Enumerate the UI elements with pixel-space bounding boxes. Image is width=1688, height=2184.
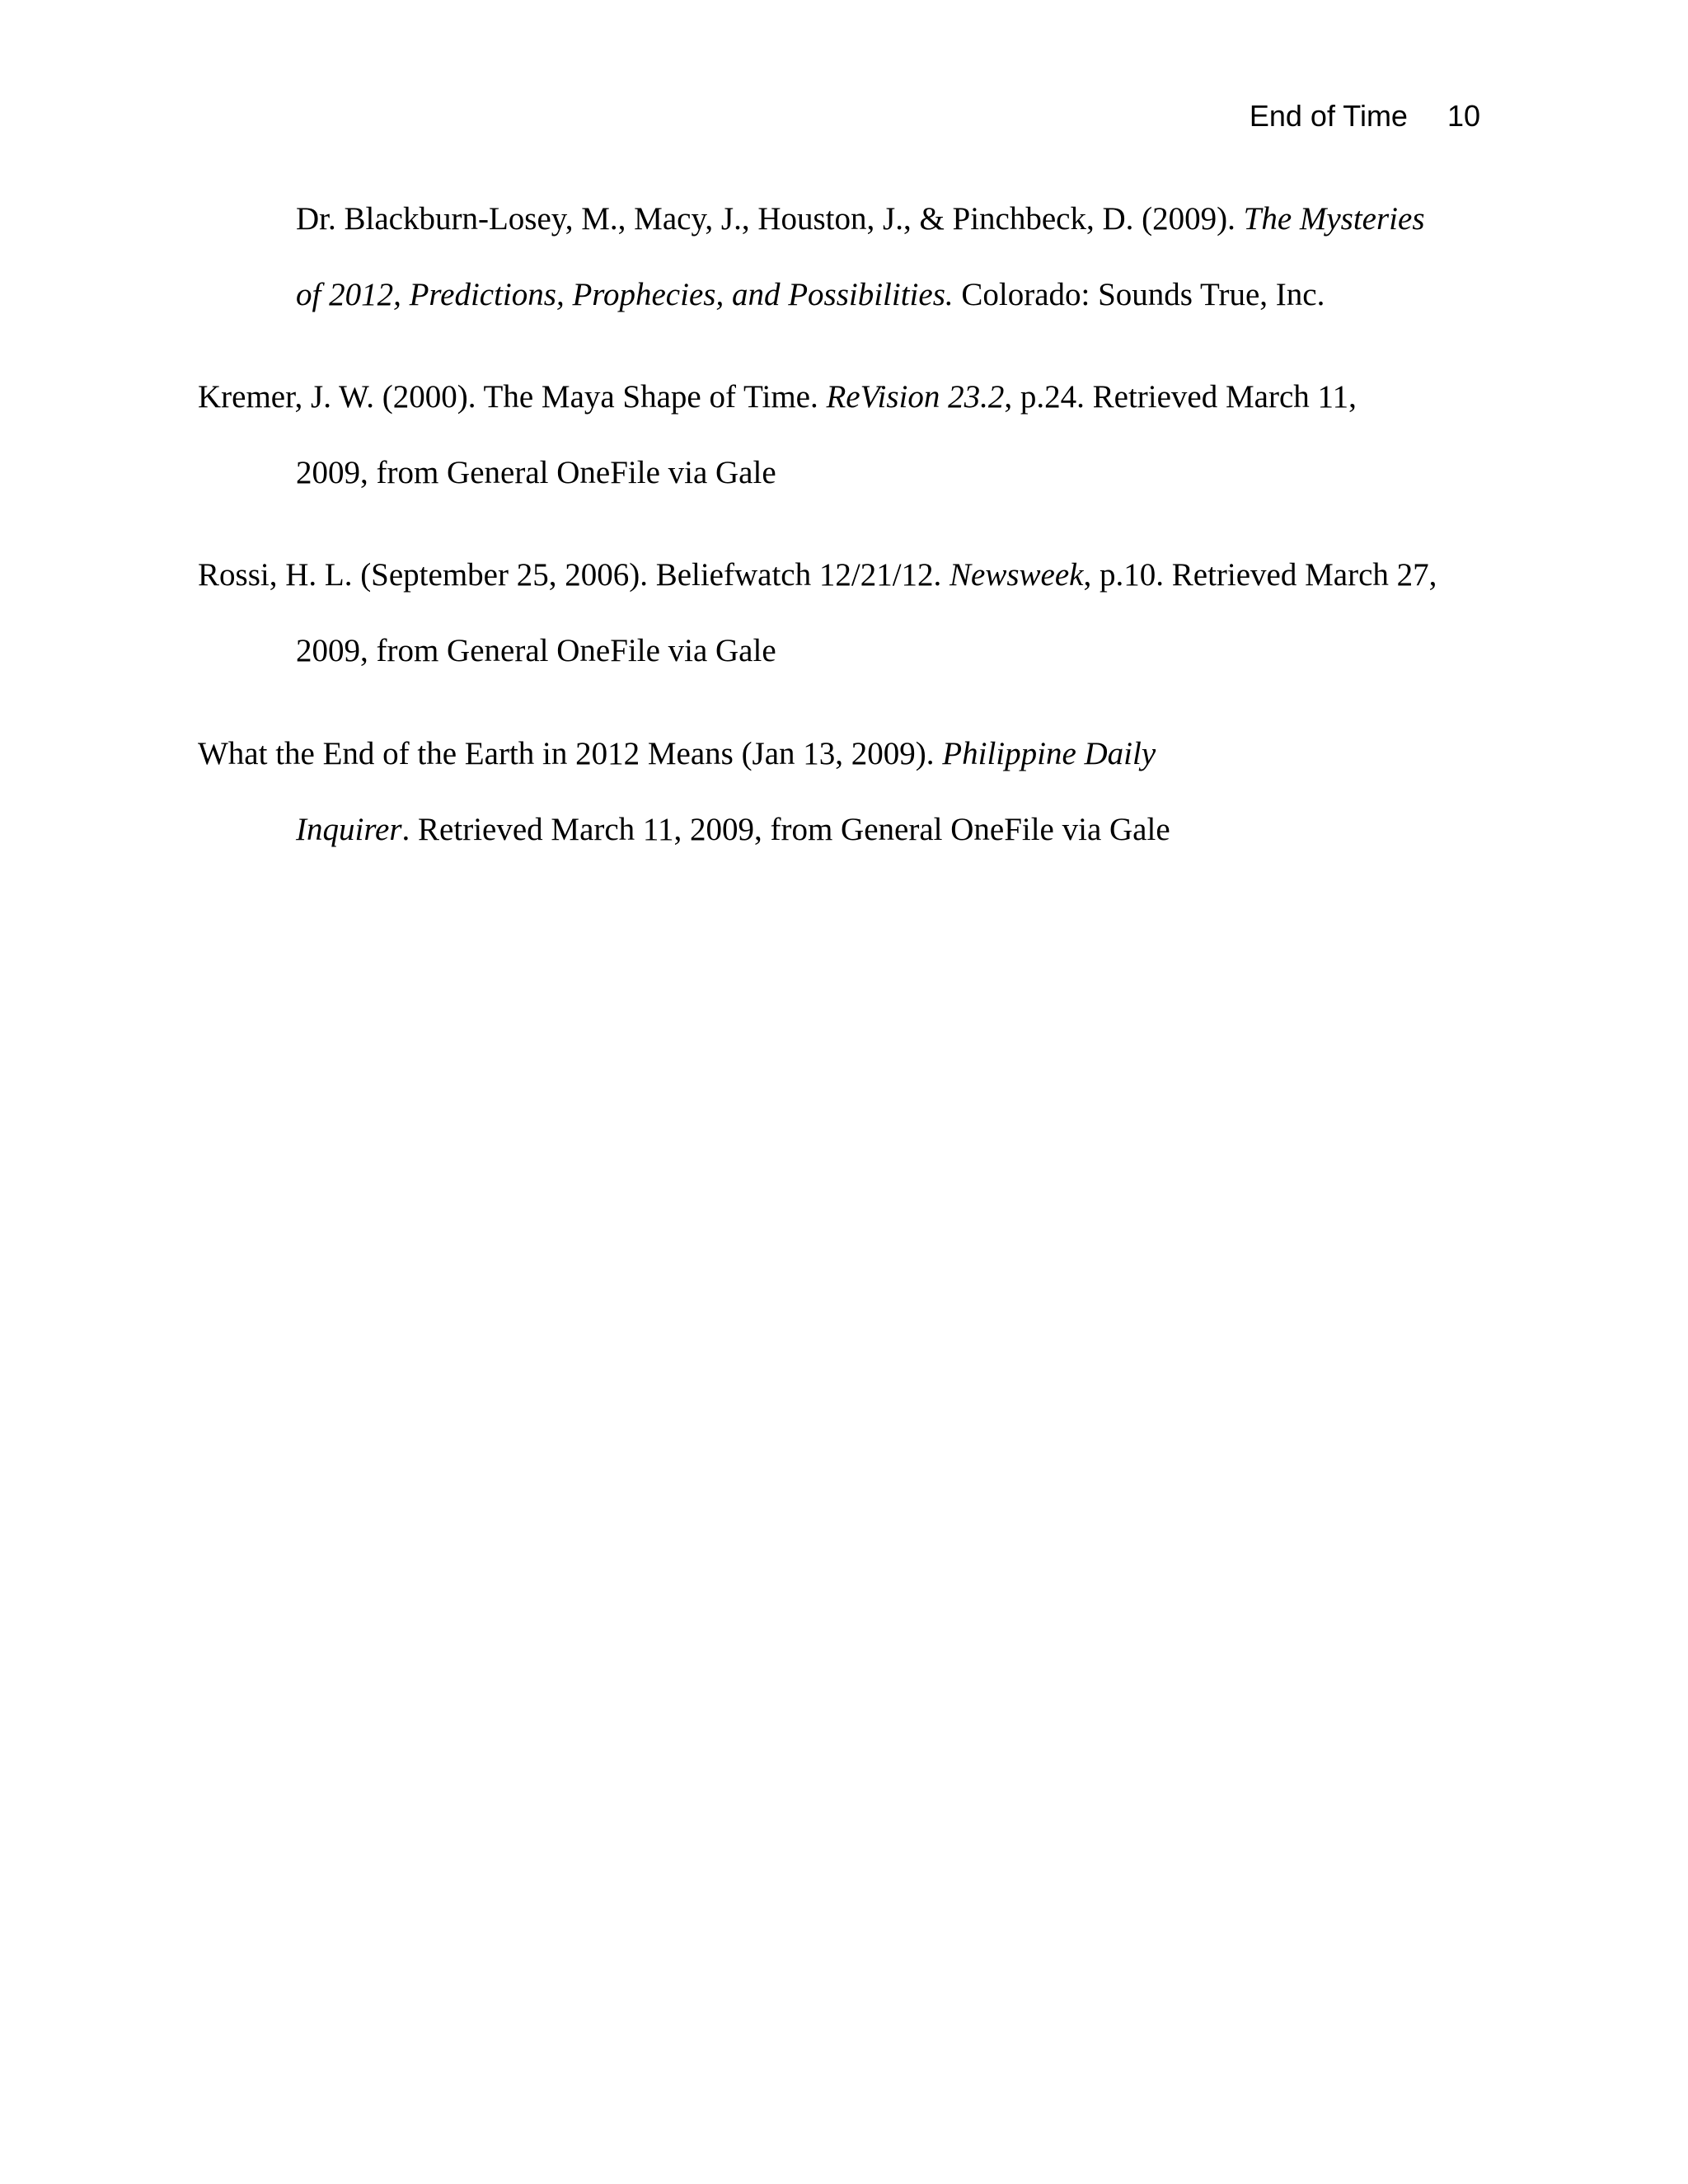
reference-text: Kremer, J. W. (2000). The Maya Shape of Time. <box>198 379 827 415</box>
reference-text: Dr. Blackburn-Losey, M., Macy, J., Houston, J., & Pinchbeck, D. (2009). <box>296 201 1244 237</box>
reference-entry <box>198 554 1484 705</box>
reference-entry <box>198 376 1484 527</box>
reference-line <box>198 630 1484 705</box>
reference-italic-title: The Mysteries <box>1243 201 1425 237</box>
reference-italic-title: Philippine Daily <box>942 736 1156 771</box>
reference-text: . Retrieved March 11, 2009, from General OneFile via Gale <box>401 812 1170 847</box>
reference-text: Rossi, H. L. (September 25, 2006). Beliefwatch 12/21/12. <box>198 557 950 593</box>
reference-line <box>198 808 1484 884</box>
running-header <box>1250 99 1480 134</box>
reference-line <box>198 198 1484 274</box>
reference-italic-title: of 2012, Predictions, Prophecies, and Possibilities. <box>296 277 954 312</box>
reference-italic-title: Inquirer <box>296 812 402 847</box>
reference-line <box>198 274 1484 349</box>
reference-text: What the End of the Earth in 2012 Means (Jan 13, 2009). <box>198 736 943 771</box>
reference-text: Colorado: Sounds True, Inc. <box>953 277 1325 312</box>
reference-text: 2009, from General OneFile via Gale <box>296 633 776 668</box>
reference-line <box>198 554 1484 630</box>
reference-text: 2009, from General OneFile via Gale <box>296 455 776 490</box>
header-title: End of Time <box>1249 99 1408 133</box>
reference-line <box>198 452 1484 527</box>
page-number: 10 <box>1447 99 1480 133</box>
reference-entry <box>198 198 1484 349</box>
reference-text: , p.24. Retrieved March 11, <box>1004 379 1357 415</box>
reference-line <box>198 733 1484 808</box>
reference-italic-title: ReVision 23.2 <box>826 379 1005 415</box>
reference-entry <box>198 733 1484 884</box>
reference-text: , p.10. Retrieved March 27, <box>1083 557 1437 593</box>
reference-italic-title: Newsweek <box>950 557 1084 593</box>
reference-line <box>198 376 1484 452</box>
